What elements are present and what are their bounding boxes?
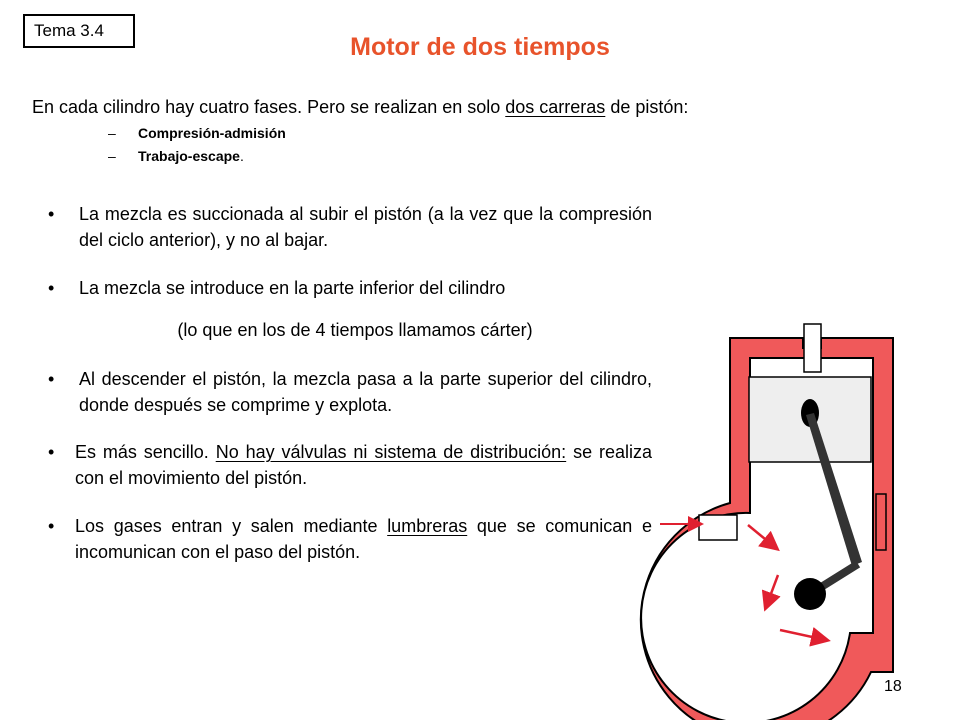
bullet-2-note: (lo que en los de 4 tiempos llamamos cárter) (177, 320, 533, 340)
bullet-text: La mezcla se introduce en la parte inferior del cilindro (79, 278, 506, 298)
sub-item-suffix: . (239, 148, 244, 164)
transfer-port (876, 494, 886, 550)
intake-port (699, 515, 737, 540)
bullet-4-underlined: No hay válvulas ni sistema de distribución: (215, 442, 567, 462)
bullet-marker: • (48, 369, 55, 389)
flow-arrow-3 (780, 630, 826, 640)
sub-item-label: Compresión-admisión (138, 125, 286, 141)
flow-arrow-1 (748, 525, 776, 548)
flow-arrow-2 (766, 575, 778, 607)
intro-before: En cada cilindro hay cuatro fases. Pero se realizan en solo (32, 97, 506, 117)
bullet-text: La mezcla es succionada al subir el pistón (a la vez que la compresión del ciclo anterior), y no al bajar. (79, 204, 652, 250)
intro-after: de pistón: (605, 97, 689, 117)
bullet-5-before: Los gases entran y salen mediante (75, 516, 388, 536)
sub-item-label: Trabajo-escape (138, 148, 240, 164)
dash-marker: – (108, 125, 116, 141)
bullet-marker: • (48, 278, 55, 298)
bullet-5-underlined: lumbreras (387, 516, 468, 536)
bullet-marker: • (48, 442, 55, 462)
bullet-4-before: Es más sencillo. (75, 442, 216, 462)
bullet-text: Al descender el pistón, la mezcla pasa a la parte superior del cilindro, donde después se comprime y explota. (79, 369, 652, 415)
bullet-marker: • (48, 516, 55, 536)
spark-plug (804, 324, 821, 372)
bullet-4-after: se realiza con el movimiento del pistón. (75, 442, 652, 488)
intro-underlined: dos carreras (505, 97, 606, 117)
page-title: Motor de dos tiempos (350, 33, 610, 61)
page-number: 18 (884, 678, 902, 695)
dash-marker: – (108, 148, 116, 164)
bullet-marker: • (48, 204, 55, 224)
topic-tag: Tema 3.4 (23, 14, 135, 48)
bullet-5-after: que se comunican e incomunican con el paso del pistón. (75, 516, 652, 562)
crankshaft (794, 578, 826, 610)
